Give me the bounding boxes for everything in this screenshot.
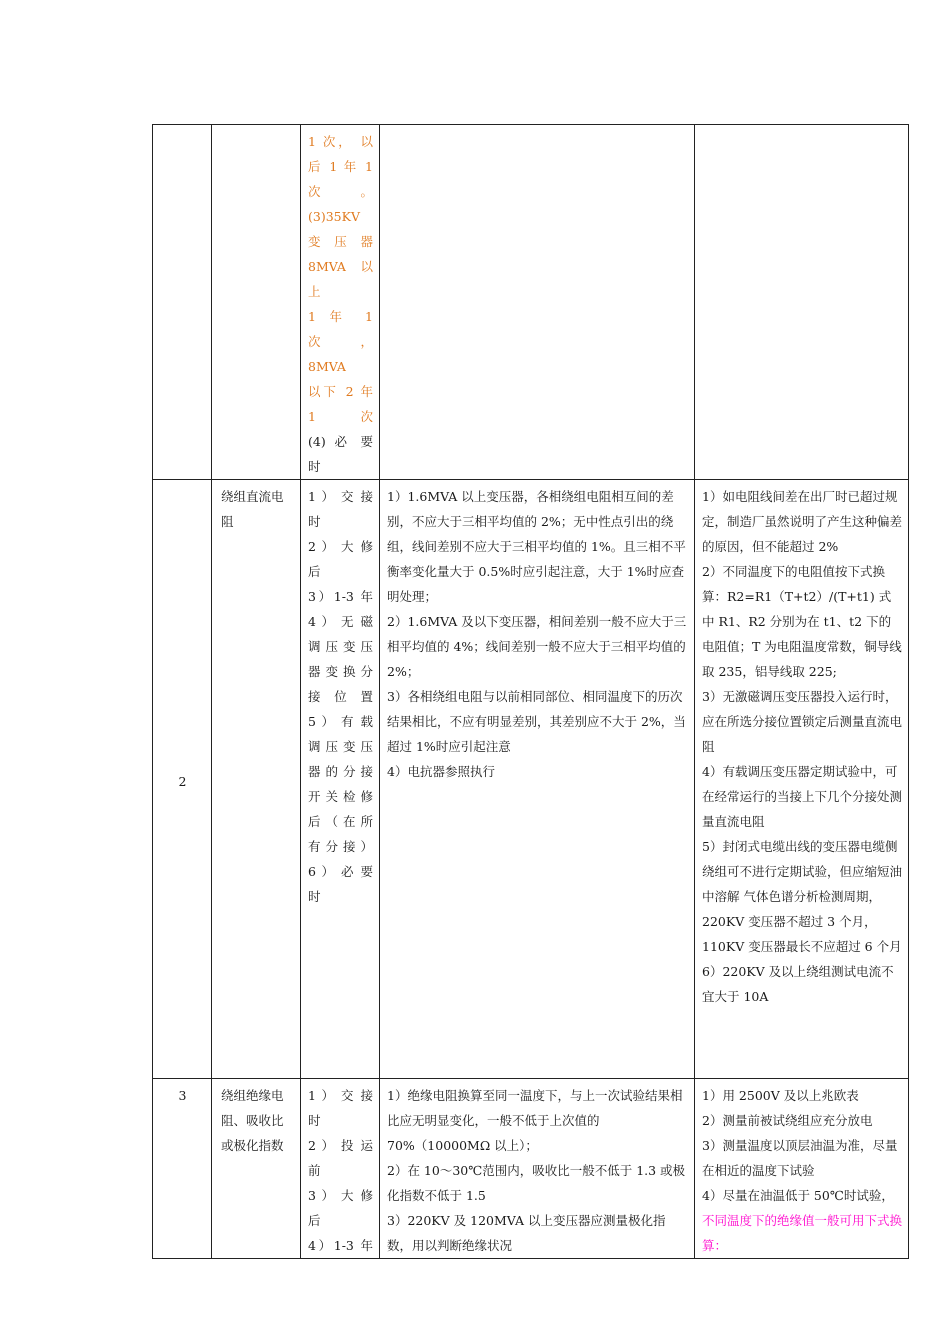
cycle-line: 以下 2 年: [308, 384, 373, 399]
cycle-line: 开关检修: [308, 789, 373, 804]
cycle-line: 次。: [308, 184, 373, 199]
note-paragraph: 5）封闭式电缆出线的变压器电缆侧绕组可不进行定期试验，但应缩短油中溶解 气体色谱分析检测周期，220KV 变压器不超过 3 个月，110KV 变压器最长不应超过 6 个月: [702, 839, 903, 954]
cycle-line: (4) 必 要: [308, 434, 373, 449]
notes-cell: [695, 125, 909, 480]
cycle-line: 后: [308, 564, 321, 579]
item-cell: 绕组绝缘电阻、吸收比或极化指数: [212, 1079, 301, 1259]
cycle-line: 4）1-3 年: [308, 1238, 373, 1253]
cycle-line: 接位置: [308, 689, 373, 704]
cycle-line: 变 压 器: [308, 234, 373, 249]
cycle-line: 3）1-3 年: [308, 589, 373, 604]
cycle-cell: [301, 1079, 380, 1259]
table-row: [153, 480, 909, 1079]
cycle-line: 后: [308, 1213, 321, 1228]
cycle-line: 时: [308, 514, 321, 529]
cycle-line: 8MVA 以上: [308, 259, 373, 299]
cycle-line: 5 ） 有 载: [308, 714, 373, 729]
note-paragraph: 2）测量前被试绕组应充分放电: [702, 1113, 873, 1128]
note-paragraph: 1）如电阻线间差在出厂时已超过规定，制造厂虽然说明了产生这种偏差的原因，但不能超过 2%: [702, 489, 903, 554]
notes-cell: [695, 1079, 909, 1259]
requirement-paragraph: 3）各相绕组电阻与以前相同部位、相同温度下的历次结果相比，不应有明显差别，其差别应不大于 2%，当超过 1%时应引起注意: [387, 689, 686, 754]
cycle-line: 有分接）: [308, 839, 373, 854]
note-paragraph: 4）有载调压变压器定期试验中，可在经常运行的当接上下几个分接处测量直流电阻: [702, 764, 903, 829]
cycle-line: 1 ） 交 接: [308, 489, 373, 504]
cycle-line: 次， 8MVA: [308, 334, 373, 374]
requirement-paragraph: 1）绝缘电阻换算至同一温度下，与上一次试验结果相比应无明显变化，一般不低于上次值的 70%（10000MΩ 以上）；: [387, 1088, 683, 1153]
test-spec-table: [152, 124, 909, 1259]
cycle-line: 2 ） 大 修: [308, 539, 373, 554]
note-highlight-text: 不同温度下的绝缘值一般可用下式换算：: [702, 1213, 903, 1253]
requirement-paragraph: 4）电抗器参照执行: [387, 764, 495, 779]
note-paragraph: 3）无激磁调压变压器投入运行时，应在所选分接位置锁定后测量直流电阻: [702, 689, 903, 754]
cycle-line: 1 次: [308, 409, 373, 424]
cycle-line: 器变换分: [308, 664, 373, 679]
cycle-line: 器的分接: [308, 764, 373, 779]
note-paragraph: [702, 1183, 902, 1258]
note-paragraph: 2）不同温度下的电阻值按下式换算：R2=R1（T+t2）/(T+t1) 式中 R1、R2 分别为在 t1、t2 下的电阻值；T 为电阻温度常数，铜导线取 235，铝导线取 225;: [702, 564, 902, 679]
requirement-paragraph: 2）1.6MVA 及以下变压器，相间差别一般不应大于三相平均值的 4%；线间差别一般不应大于三相平均值的 2%；: [387, 614, 687, 679]
cycle-line: (3)35KV: [308, 209, 360, 224]
cycle-line: 后 1 年 1: [308, 159, 373, 174]
note-paragraph: 6）220KV 及以上绕组测试电流不宜大于 10A: [702, 964, 894, 1004]
cycle-cell: [301, 125, 380, 480]
row-number-cell: 2: [153, 480, 212, 1079]
note-paragraph: 1）用 2500V 及以上兆欧表: [702, 1088, 859, 1103]
note-paragraph: 3）测量温度以顶层油温为准，尽量在相近的温度下试验: [702, 1138, 898, 1178]
item-cell: 绕组直流电阻: [212, 480, 301, 1079]
requirement-cell: [380, 480, 695, 1079]
cycle-line: 时: [308, 889, 321, 904]
cycle-line: 2 ） 投 运: [308, 1138, 373, 1153]
cycle-line: 调压变压: [308, 739, 373, 754]
note-text: 4）尽量在油温低于 50℃时试验，: [702, 1188, 894, 1203]
row-number-cell: 3: [153, 1079, 212, 1259]
cycle-line: 前: [308, 1163, 321, 1178]
row-number-cell: [153, 125, 212, 480]
requirement-paragraph: 2）在 10～30℃范围内，吸收比一般不低于 1.3 或极化指数不低于 1.5: [387, 1163, 686, 1203]
requirement-paragraph: 3）220KV 及 120MVA 以上变压器应测量极化指数，用以判断绝缘状况: [387, 1213, 666, 1253]
requirement-cell: [380, 1079, 695, 1259]
requirement-paragraph: 1）1.6MVA 以上变压器，各相绕组电阻相互间的差别，不应大于三相平均值的 2%；无中性点引出的绕组，线间差别不应大于三相平均值的 1%。且三相不平衡率变化量大于 0.5%时应引起注意，大于 1%时应查明处理；: [387, 489, 686, 604]
cycle-line: 调压变压: [308, 639, 373, 654]
cycle-cell: [301, 480, 380, 1079]
table-row: [153, 1079, 909, 1259]
cycle-line: 后（在所: [308, 814, 373, 829]
cycle-line: 6 ） 必 要: [308, 864, 373, 879]
cycle-line: 时: [308, 1113, 321, 1128]
cycle-line: 1 年 1: [308, 309, 373, 324]
cycle-line: 1 次， 以: [308, 134, 373, 149]
cycle-line: 3 ） 大 修: [308, 1188, 373, 1203]
table-row: [153, 125, 909, 480]
requirement-cell: [380, 125, 695, 480]
item-cell: [212, 125, 301, 480]
cycle-line: 4 ） 无 磁: [308, 614, 373, 629]
notes-cell: [695, 480, 909, 1079]
cycle-line: 时: [308, 459, 321, 474]
cycle-line: 1 ） 交 接: [308, 1088, 373, 1103]
